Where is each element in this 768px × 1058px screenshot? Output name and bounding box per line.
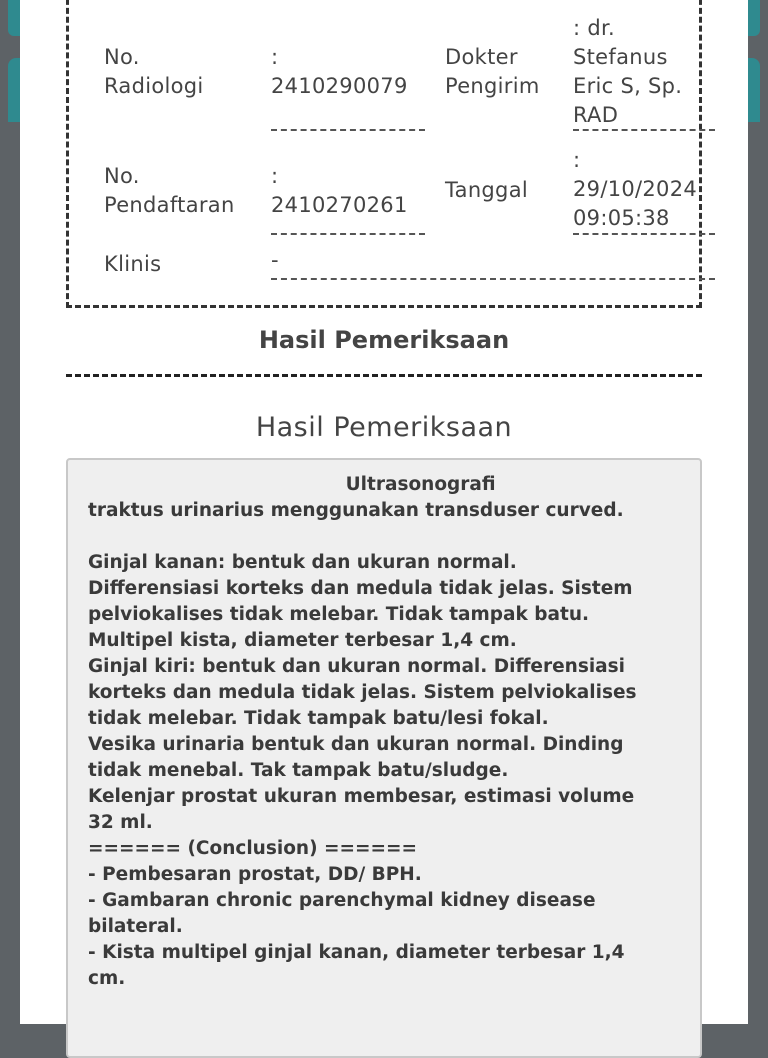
- klinis-label: Klinis: [104, 250, 161, 279]
- no-radiologi-value: : 2410290079: [271, 43, 408, 101]
- no-pendaftaran-underline: [271, 233, 425, 235]
- no-radiologi-label: No. Radiologi: [104, 43, 204, 101]
- dokter-pengirim-underline: [573, 129, 715, 131]
- no-pendaftaran-label: No. Pendaftaran: [104, 162, 235, 220]
- klinis-value: -: [271, 246, 279, 275]
- dokter-pengirim-label: Dokter Pengirim: [445, 43, 540, 101]
- tanggal-value: : 29/10/2024 09:05:38: [573, 146, 697, 233]
- no-pendaftaran-value: : 2410270261: [271, 162, 408, 220]
- dokter-pengirim-value: : dr. Stefanus Eric S, Sp. RAD: [573, 14, 682, 130]
- section-heading: Hasil Pemeriksaan: [0, 326, 768, 354]
- tanggal-underline: [573, 233, 715, 235]
- report-text: Ultrasonografi traktus urinarius menggunakan transduser curved. Ginjal kanan: bentuk dan ukuran normal. Differensiasi korteks dan medula tidak jelas. Sistem pelviokalises tidak melebar. Tidak tampak batu. Multipel kista, diameter terbesar 1,4 cm. Ginjal kiri: bentuk dan ukuran normal. Differensiasi korteks dan medula tidak jelas. Sistem pelviokalises tidak melebar. Tidak tampak batu/lesi fokal. Vesika urinaria bentuk dan ukuran normal. Dinding tidak menebal. Tak tampak batu/sludge. Kelenjar prostat ukuran membesar, estimasi volume 32 ml. ====== (Conclusion) ====== - Pembesaran prostat, DD/ BPH. - Gambaran chronic parenchymal kidney disease bilateral. - Kista multipel ginjal kanan, diameter terbesar 1,4 cm.: [88, 472, 680, 992]
- report-heading: Hasil Pemeriksaan: [0, 412, 768, 443]
- tanggal-label: Tanggal: [445, 176, 528, 205]
- no-radiologi-underline: [271, 129, 425, 131]
- heading-divider: [66, 374, 702, 377]
- klinis-underline: [271, 278, 715, 280]
- report-textarea[interactable]: [66, 458, 702, 1058]
